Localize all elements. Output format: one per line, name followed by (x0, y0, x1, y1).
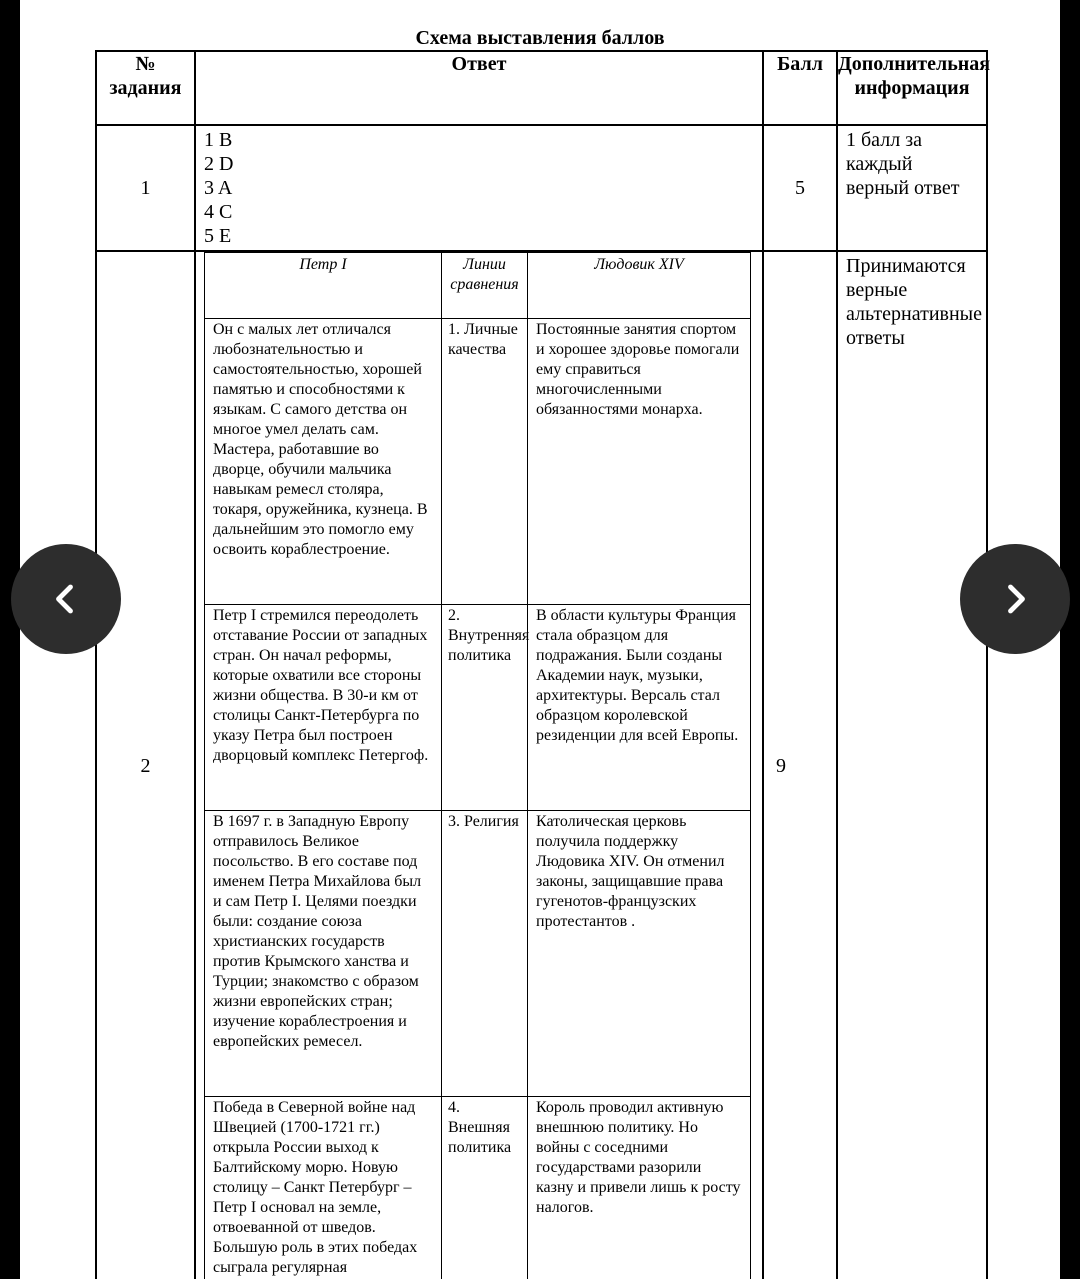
document-page (20, 0, 1060, 1279)
line-cell: 4. Внешняя политика (442, 1097, 528, 1279)
header-task-number: № задания (96, 51, 195, 125)
peter-cell: Победа в Северной войне над Швецией (1700-1721 гг.) открыла России выход к Балтийскому морю. Новую столицу – Санкт Петербург – Петр I основал на земле, отвоеванной от шведов. Большую роль в этих победах сыграла регулярная (205, 1097, 442, 1279)
comparison-row (205, 605, 751, 811)
answer-line: 2 D (204, 153, 234, 175)
answer-line: 3 A (204, 177, 233, 199)
comparison-header-row (205, 253, 751, 319)
task-2-score: 9 (763, 251, 837, 1279)
task-2-info: Принимаются верные альтернативные ответы (837, 251, 987, 1279)
answer-line: 1 B (204, 129, 233, 151)
answer-line: 5 E (204, 225, 232, 247)
louis-cell: Католическая церковь получила поддержку Людовика XIV. Он отменил законы, защищавшие права гугенотов-французских протестантов . (528, 811, 751, 1097)
peter-cell: Петр I стремился переодолеть отставание России от западных стран. Он начал реформы, которые охватили все стороны жизни общества. В 30-и км от столицы Санкт-Петербурга по указу Петра был построен дворцовый комплекс Петергоф. (205, 605, 442, 811)
task-2-row (96, 251, 987, 1279)
next-page-button[interactable] (960, 544, 1070, 654)
task-2-number: 2 (96, 251, 195, 1279)
header-score: Балл (763, 51, 837, 125)
peter-cell: Он с малых лет отличался любознательностью и самостоятельностью, хорошей памятью и способностями к языкам. С самого детства он многое умел делать сам. Мастера, работавшие во дворце, обучили мальчика навыкам ремесл столяра, токаря, оружейника, кузнеца. В дальнейшим это помогло ему освоить кораблестроение. (205, 319, 442, 605)
task-1-score: 5 (763, 125, 837, 251)
line-cell: 2. Внутренняя политика (442, 605, 528, 811)
header-row (96, 51, 987, 125)
column-peter: Петр I (205, 253, 442, 319)
comparison-table (204, 252, 751, 1279)
chevron-left-icon (48, 581, 84, 617)
louis-cell: Постоянные занятия спортом и хорошее здоровье помогали ему справиться многочисленными обязанностями монарха. (528, 319, 751, 605)
line-cell: 3. Религия (442, 811, 528, 1097)
column-lines: Линии сравнения (442, 253, 528, 319)
louis-cell: В области культуры Франция стала образцом для подражания. Были созданы Академии наук, музыки, архитектуры. Версаль стал образцом королевской резиденции для всей Европы. (528, 605, 751, 811)
column-louis: Людовик XIV (528, 253, 751, 319)
task-1-answers (195, 125, 763, 251)
header-answer: Ответ (195, 51, 763, 125)
comparison-row (205, 1097, 751, 1279)
answer-line: 4 C (204, 201, 233, 223)
comparison-row (205, 811, 751, 1097)
comparison-row (205, 319, 751, 605)
header-info: Дополнительная информация (837, 51, 987, 125)
peter-cell: В 1697 г. в Западную Европу отправилось Великое посольство. В его составе под именем Петра Михайлова был и сам Петр I. Целями поездки были: создание союза христианских государств против Крымского ханства и Турции; знакомство с образом жизни европейских стран; изучение кораблестроения и европейских ремесел. (205, 811, 442, 1097)
line-cell: 1. Личные качества (442, 319, 528, 605)
task-1-row (96, 125, 987, 251)
task-1-info: 1 балл за каждый верный ответ (837, 125, 987, 251)
chevron-right-icon (997, 581, 1033, 617)
task-1-number: 1 (96, 125, 195, 251)
previous-page-button[interactable] (11, 544, 121, 654)
louis-cell: Король проводил активную внешнюю политику. Но войны с соседними государствами разорили казну и привели лишь к росту налогов. (528, 1097, 751, 1279)
scoring-table (95, 50, 991, 1279)
document-title: Схема выставления баллов (415, 27, 665, 49)
task-2-answer (195, 251, 763, 1279)
